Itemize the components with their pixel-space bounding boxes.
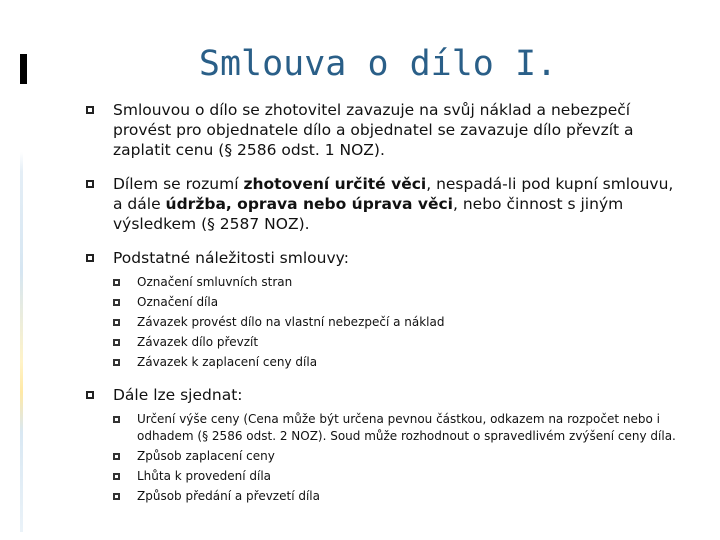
- sub-list-item: [113, 354, 686, 371]
- sub-list-item: [113, 334, 686, 351]
- bullet-text: Smlouvou o dílo se zhotovitel zavazuje na svůj náklad a nebezpečí provést pro objednatele dílo a objednatel se zavazuje dílo převzít a zaplatit cenu (§ 2586 odst. 1 NOZ).: [113, 101, 634, 159]
- square-subbullet-icon: [113, 493, 120, 500]
- slide-content: [86, 100, 686, 508]
- sub-list-item: [113, 294, 686, 311]
- bullet-text: Podstatné náležitosti smlouvy:: [113, 249, 349, 267]
- bullet-item-definition: [86, 100, 686, 160]
- square-subbullet-icon: [113, 279, 120, 286]
- decorative-side-line: [20, 112, 23, 532]
- accent-bar: [20, 54, 27, 84]
- square-subbullet-icon: [113, 339, 120, 346]
- square-bullet-icon: [86, 391, 94, 399]
- sub-item-text: Určení výše ceny (Cena může být určena pevnou částkou, odkazem na rozpočet nebo i odhadem (§ 2586 odst. 2 NOZ). Soud může rozhodnout o spravedlivém zvýšení ceny díla.: [137, 412, 676, 443]
- sub-list-item: [113, 411, 686, 445]
- square-subbullet-icon: [113, 453, 120, 460]
- sub-list-item: [113, 314, 686, 331]
- square-bullet-icon: [86, 254, 94, 262]
- bullet-item-optional: [86, 385, 686, 505]
- sub-list-item: [113, 274, 686, 291]
- bullet-text: Dále lze sjednat:: [113, 386, 243, 404]
- sub-item-text: Závazek dílo převzít: [137, 335, 259, 349]
- sub-item-text: Označení díla: [137, 295, 219, 309]
- square-bullet-icon: [86, 180, 94, 188]
- square-subbullet-icon: [113, 299, 120, 306]
- sub-item-text: Označení smluvních stran: [137, 275, 293, 289]
- sub-item-text: Lhůta k provedení díla: [137, 469, 272, 483]
- sub-list-essentials: [113, 274, 686, 371]
- square-subbullet-icon: [113, 416, 120, 423]
- bullet-text-post: , nebo činnost s jiným výsledkem (§ 2587 NOZ).: [113, 195, 624, 233]
- bullet-item-work-meaning: [86, 174, 686, 234]
- bullet-text-bold-2: údržba, oprava nebo úprava věci: [165, 195, 453, 213]
- sub-item-text: Závazek provést dílo na vlastní nebezpečí a náklad: [137, 315, 445, 329]
- sub-list-item: [113, 488, 686, 505]
- sub-list-item: [113, 448, 686, 465]
- bullet-item-essentials: [86, 248, 686, 371]
- square-subbullet-icon: [113, 319, 120, 326]
- sub-item-text: Způsob zaplacení ceny: [137, 449, 275, 463]
- slide-title: Smlouva o dílo I.: [198, 44, 558, 84]
- sub-item-text: Způsob předání a převzetí díla: [137, 489, 320, 503]
- sub-list-optional: [113, 411, 686, 505]
- square-subbullet-icon: [113, 473, 120, 480]
- square-subbullet-icon: [113, 359, 120, 366]
- square-bullet-icon: [86, 106, 94, 114]
- bullet-text-bold-1: zhotovení určité věci: [243, 175, 427, 193]
- sub-item-text: Závazek k zaplacení ceny díla: [137, 355, 318, 369]
- bullet-text-mid: , nespadá-li pod kupní smlouvu, a dále: [113, 175, 674, 213]
- bullet-text-pre: Dílem se rozumí: [113, 175, 244, 193]
- sub-list-item: [113, 468, 686, 485]
